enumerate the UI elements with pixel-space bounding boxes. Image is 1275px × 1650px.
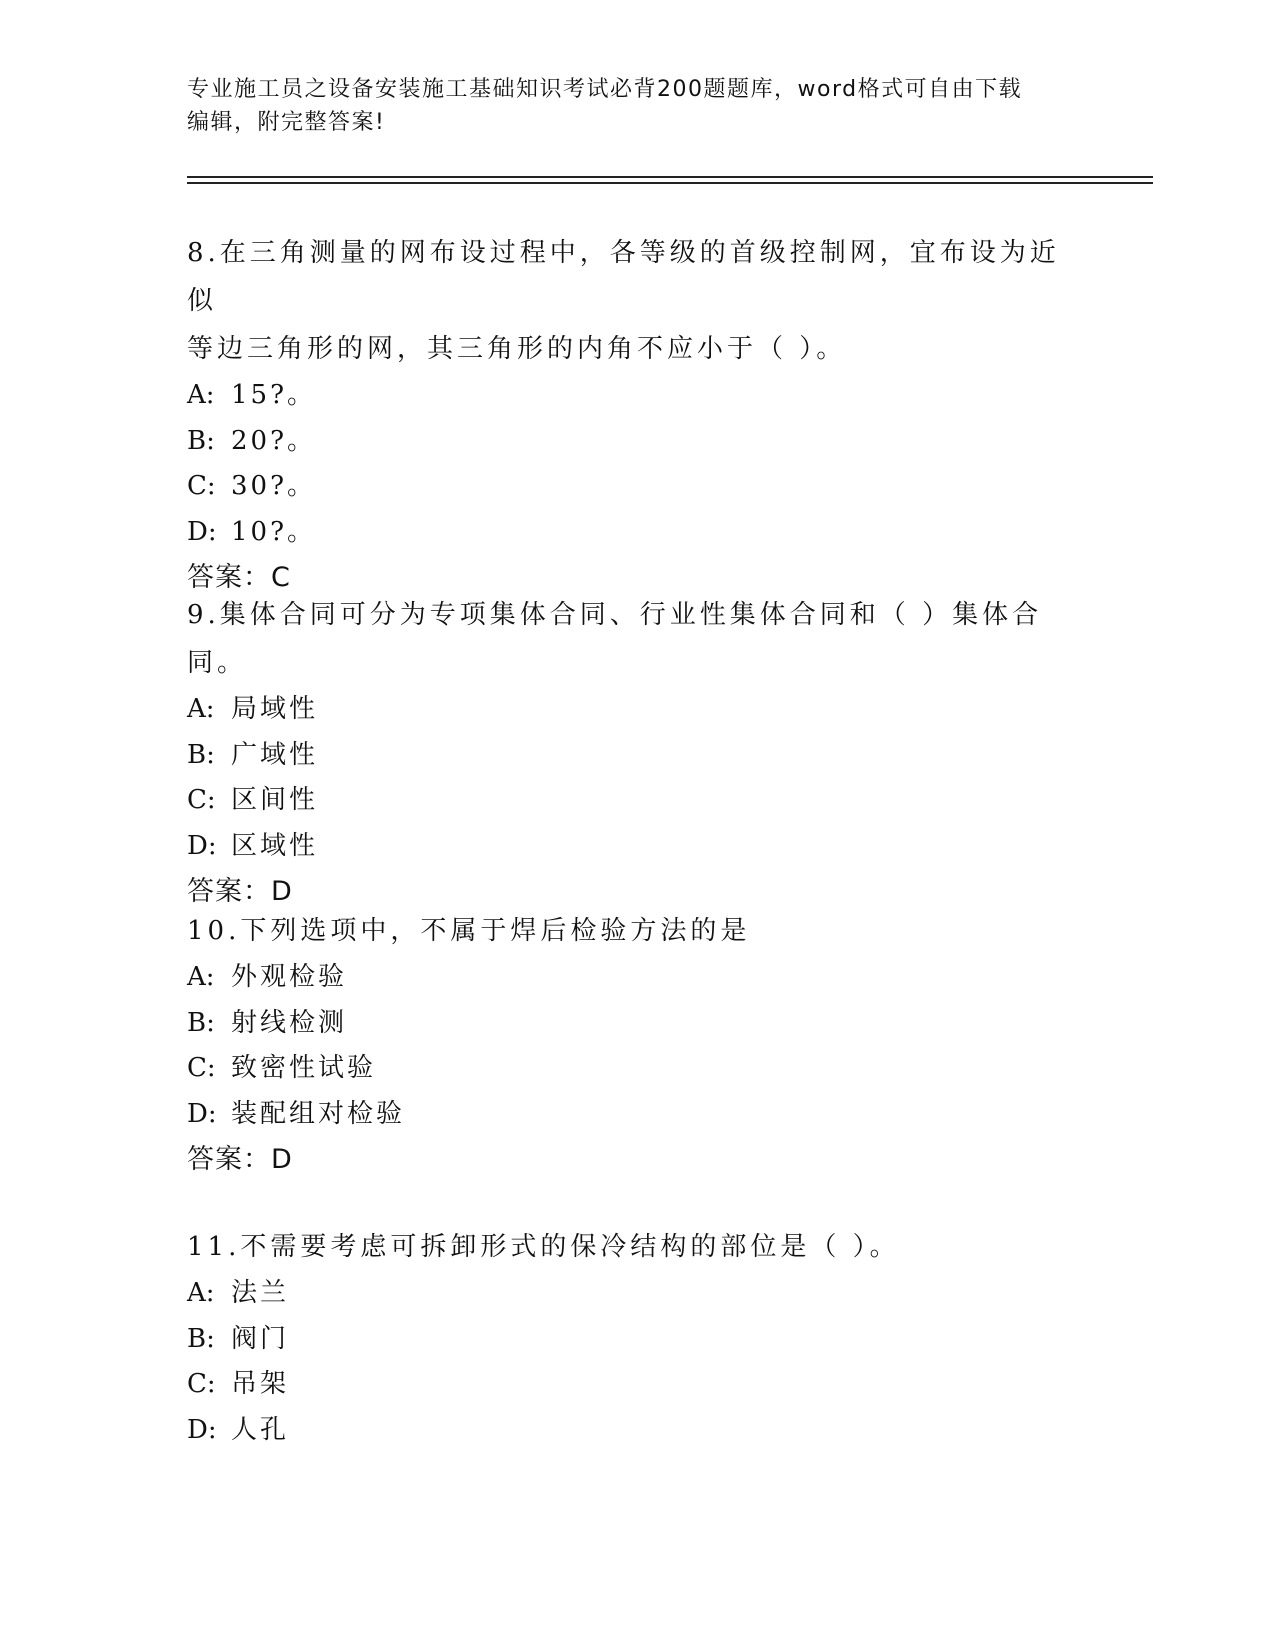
- option-key: C:: [187, 471, 216, 501]
- option-key: A:: [187, 1278, 215, 1308]
- option-text: 广域性: [231, 739, 319, 770]
- option-text: 致密性试验: [231, 1053, 377, 1083]
- option-text: 人孔: [231, 1414, 290, 1445]
- option-key: C:: [187, 1369, 216, 1399]
- option-key: B:: [187, 739, 215, 770]
- option-key: C:: [187, 1053, 216, 1083]
- header-line-2: 编辑，附完整答案!: [187, 110, 386, 135]
- answer: 答案：D: [187, 1144, 293, 1175]
- option-b: [187, 419, 1087, 465]
- option-d: [187, 510, 1087, 556]
- option-key: B:: [187, 1323, 215, 1354]
- question-8: [187, 229, 1087, 601]
- document-header: [187, 73, 1067, 139]
- option-text: 射线检测: [231, 1007, 348, 1038]
- option-d: [187, 824, 1087, 870]
- option-a: [187, 373, 1087, 419]
- option-text: 阀门: [231, 1323, 290, 1354]
- option-a: [187, 687, 1087, 733]
- option-key: C:: [187, 785, 216, 815]
- option-key: B:: [187, 425, 215, 456]
- header-rule-bottom: [187, 182, 1153, 184]
- option-d: [187, 1408, 1087, 1454]
- option-text: 装配组对检验: [231, 1098, 406, 1129]
- question-text: 10.下列选项中，不属于焊后检验方法的是: [187, 916, 751, 946]
- option-text: 局域性: [231, 694, 319, 724]
- option-d: [187, 1092, 1087, 1138]
- option-key: B:: [187, 1007, 215, 1038]
- option-key: A:: [187, 694, 215, 724]
- question-text: 11.不需要考虑可拆卸形式的保冷结构的部位是（ ）。: [187, 1232, 900, 1262]
- option-a: [187, 1271, 1087, 1317]
- option-text: 30?。: [231, 471, 317, 501]
- option-text: 20?。: [231, 425, 317, 456]
- option-c: [187, 464, 1087, 510]
- option-text: 吊架: [231, 1369, 290, 1399]
- answer: 答案：C: [187, 562, 291, 593]
- header-line-1: 专业施工员之设备安装施工基础知识考试必背200题题库，word格式可自由下载: [187, 77, 1023, 102]
- option-c: [187, 1362, 1087, 1408]
- option-key: D:: [187, 516, 217, 547]
- option-text: 外观检验: [231, 962, 348, 992]
- question-text: 8.在三角测量的网布设过程中，各等级的首级控制网，宜布设为近似: [187, 238, 1060, 316]
- question-9: [187, 591, 1087, 915]
- option-b: [187, 1001, 1087, 1047]
- answer: 答案：D: [187, 876, 293, 907]
- option-text: 区间性: [231, 785, 319, 815]
- option-key: D:: [187, 1098, 217, 1129]
- option-key: A:: [187, 380, 215, 410]
- option-b: [187, 1317, 1087, 1363]
- option-text: 10?。: [231, 516, 317, 547]
- option-a: [187, 955, 1087, 1001]
- option-key: D:: [187, 830, 217, 861]
- option-text: 区域性: [231, 830, 319, 861]
- option-key: D:: [187, 1414, 217, 1445]
- question-text: 9.集体合同可分为专项集体合同、行业性集体合同和（ ）集体合同。: [187, 600, 1043, 678]
- question-text: 等边三角形的网，其三角形的内角不应小于（ ）。: [187, 334, 847, 364]
- option-text: 法兰: [231, 1278, 290, 1308]
- option-text: 15?。: [231, 380, 317, 410]
- option-c: [187, 778, 1087, 824]
- option-c: [187, 1046, 1087, 1092]
- question-10: [187, 907, 1087, 1183]
- option-b: [187, 733, 1087, 779]
- question-11: [187, 1223, 1087, 1453]
- option-key: A:: [187, 962, 215, 992]
- header-rule-top: [187, 176, 1153, 178]
